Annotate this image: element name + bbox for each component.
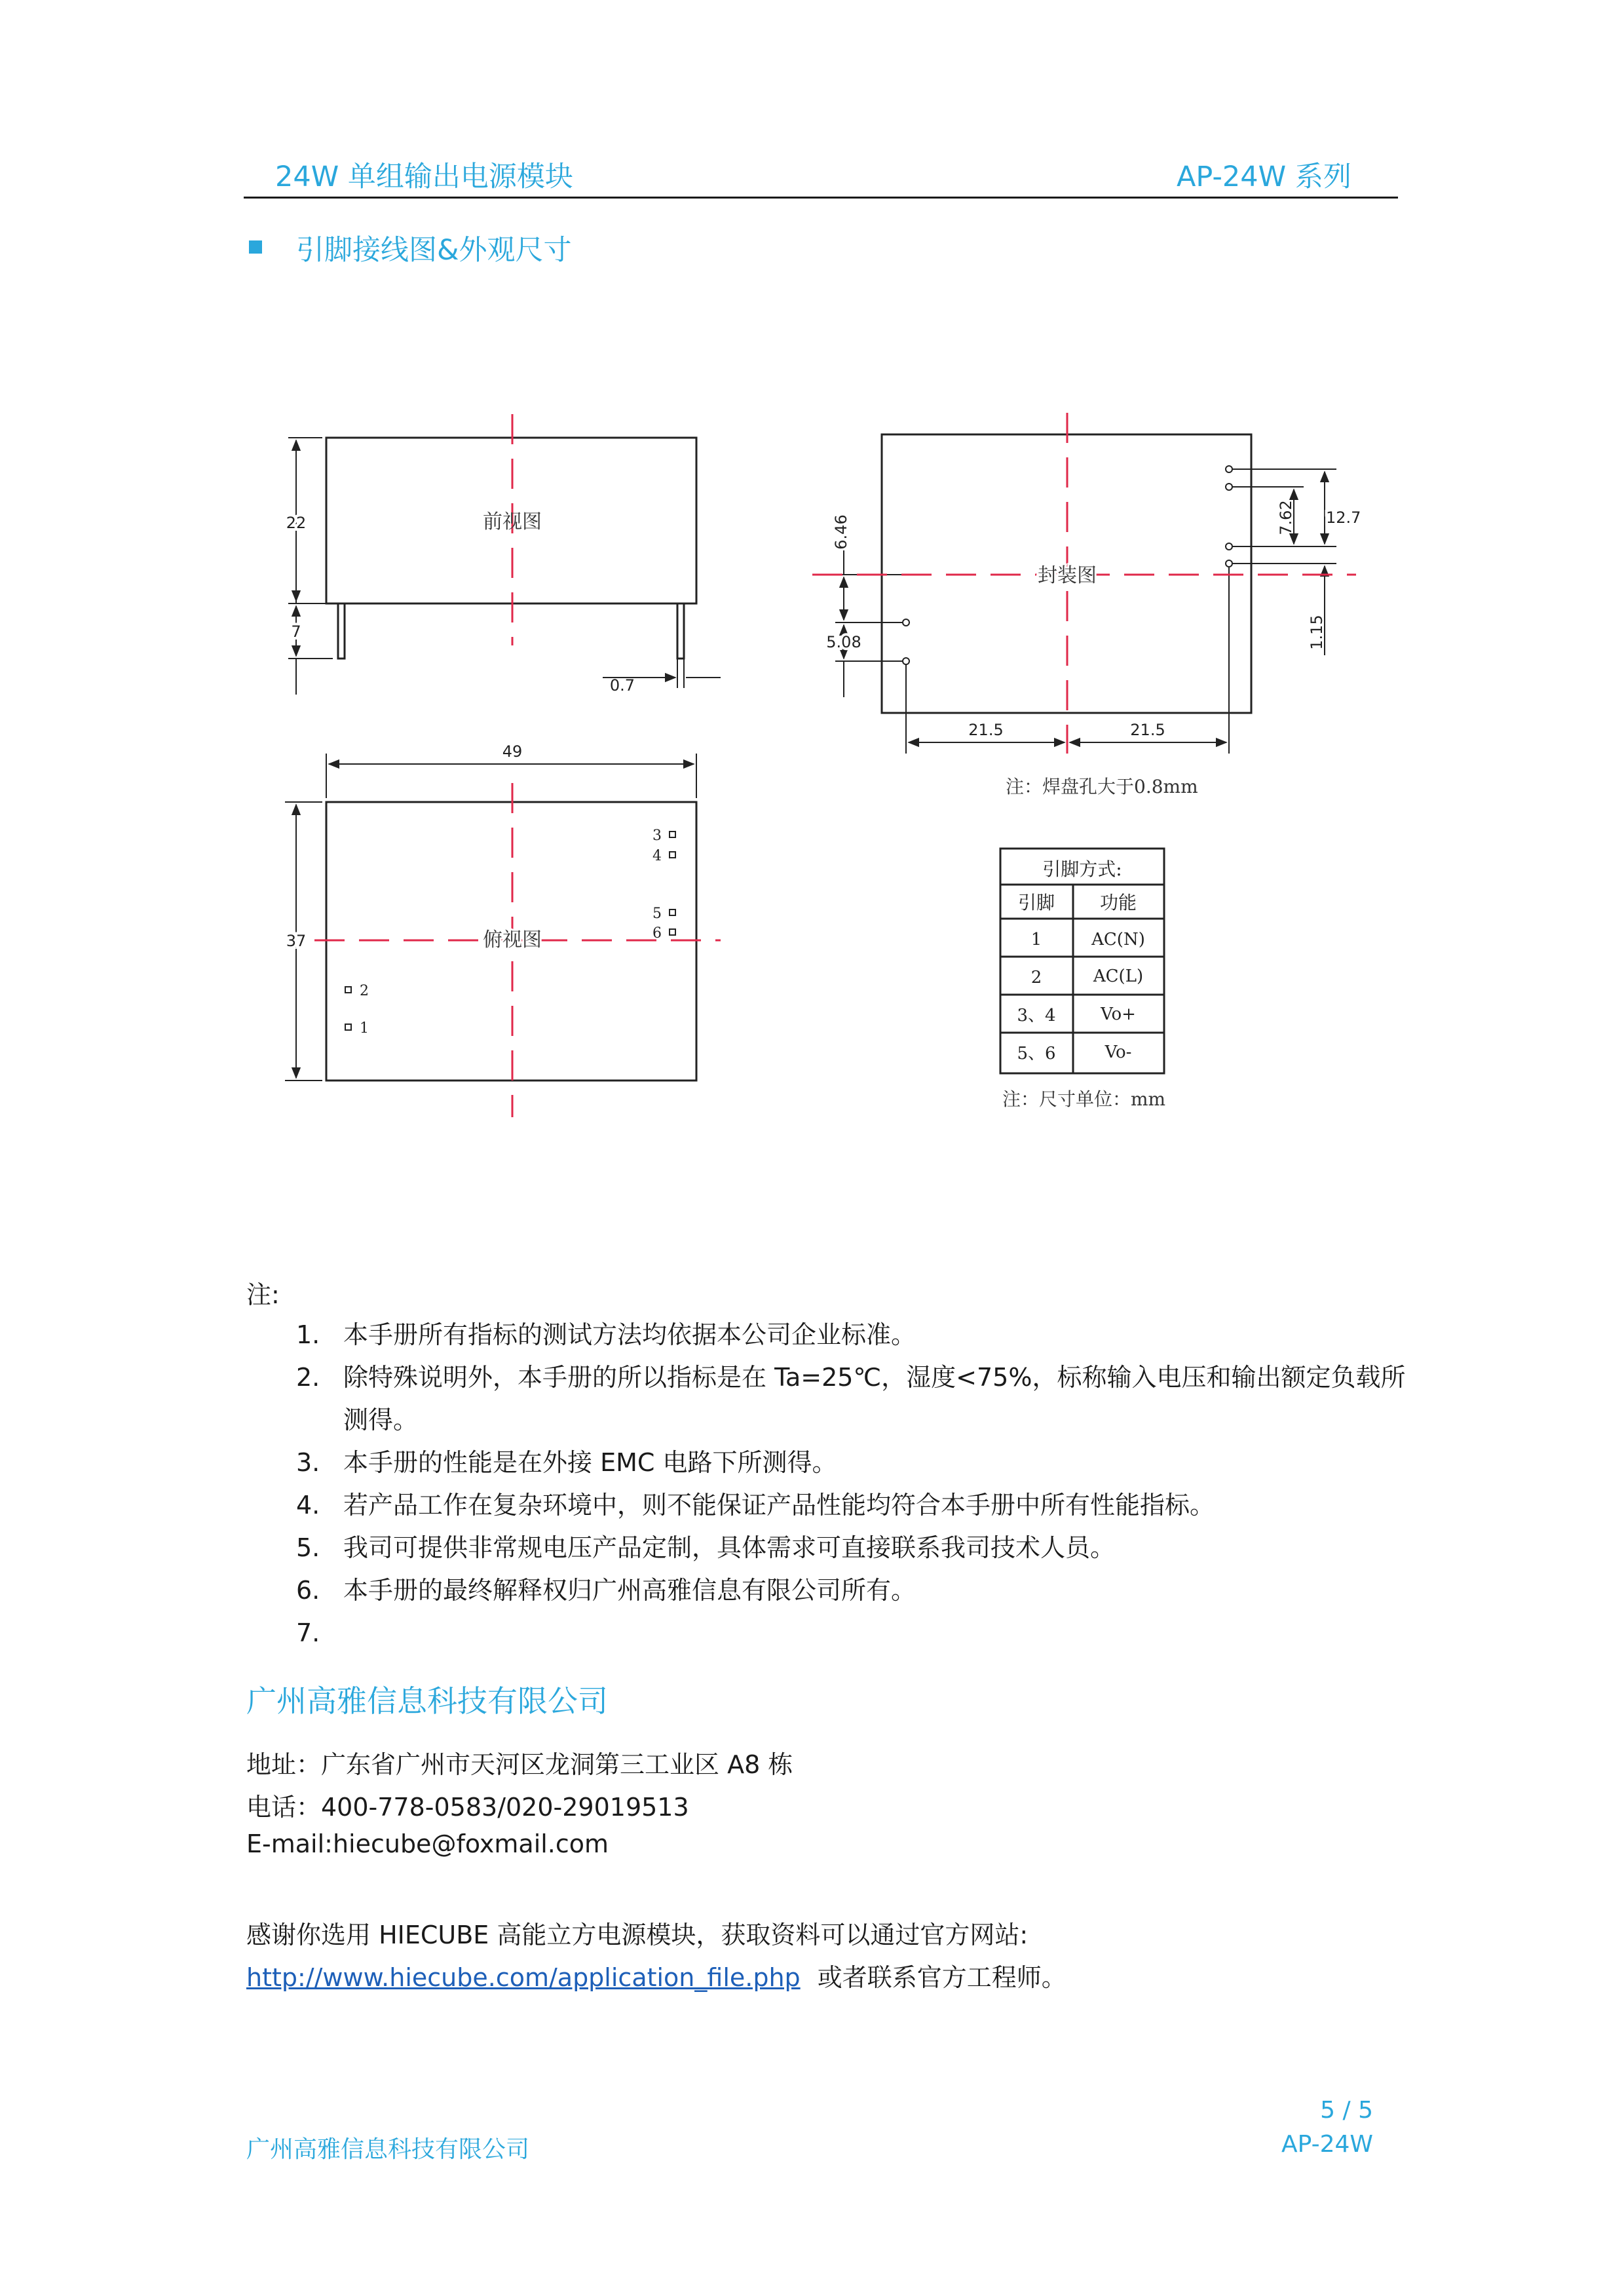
company-email: E-mail:hiecube@foxmail.com (246, 1829, 609, 1858)
note-text (343, 1612, 1412, 1655)
website-line (246, 1957, 1067, 1993)
front-dim-height: 22 (286, 514, 307, 532)
notes-heading: 注: (246, 1280, 280, 1309)
note-number: 2. (296, 1363, 320, 1392)
pin-table-cell: Vo+ (1101, 1004, 1136, 1024)
pin-table-cell: 5、6 (1017, 1044, 1056, 1063)
pin-label-5: 5 (652, 906, 662, 922)
note-text: 我司可提供非常规电压产品定制，具体需求可直接联系我司技术人员。 (343, 1533, 1116, 1562)
top-dim-height: 37 (286, 932, 307, 950)
pin-label-4: 4 (652, 848, 662, 864)
package-view (835, 434, 1336, 754)
package-note: 注：焊盘孔大于0.8mm (1006, 776, 1198, 797)
thanks-text: 感谢你选用 HIECUBE 高能立方电源模块，获取资料可以通过官方网站: (246, 1921, 1029, 1949)
company-address: 地址：广东省广州市天河区龙洞第三工业区 A8 栋 (246, 1750, 793, 1779)
pin-table-cell: AC(N) (1091, 930, 1145, 949)
list-item (246, 1527, 1412, 1569)
pin-table-cell: 1 (1030, 930, 1042, 949)
list-item (246, 1612, 1412, 1655)
front-dim-pin-width: 0.7 (609, 676, 635, 695)
note-text: 除特殊说明外，本手册的所以指标是在 Ta=25℃，湿度<75%，标称输入电压和输出额定负载所测得。 (343, 1363, 1406, 1434)
footer-model: AP-24W (1281, 2131, 1373, 2158)
website-suffix: 或者联系官方工程师。 (817, 1963, 1067, 1992)
list-item (246, 1314, 1412, 1356)
footer-company: 广州高雅信息科技有限公司 (246, 2136, 530, 2163)
pin-label-2: 2 (360, 983, 369, 999)
list-item (246, 1569, 1412, 1612)
note-number: 7. (296, 1618, 320, 1647)
package-view-label: 封装图 (1038, 564, 1097, 587)
note-number: 1. (296, 1320, 320, 1349)
header-right-title: AP-24W 系列 (1177, 161, 1351, 193)
pkg-dim-12-7: 12.7 (1326, 508, 1361, 527)
company-phone: 电话：400-778-0583/020-29019513 (246, 1793, 689, 1822)
list-item (246, 1442, 1412, 1484)
pin-table-header-pin: 引脚 (1017, 892, 1055, 913)
pin-label-6: 6 (652, 925, 662, 942)
company-name: 广州高雅信息科技有限公司 (246, 1683, 608, 1719)
website-link[interactable]: http://www.hiecube.com/application_file.php (246, 1963, 801, 1992)
pin-table-title: 引脚方式: (1042, 858, 1122, 880)
pin-table-cell: AC(L) (1093, 966, 1144, 986)
front-view (288, 438, 721, 695)
pkg-dim-5-08: 5.08 (826, 633, 861, 651)
front-dim-pin-length: 7 (291, 622, 301, 641)
list-item (246, 1356, 1412, 1442)
note-number: 4. (296, 1491, 320, 1520)
note-number: 6. (296, 1576, 320, 1605)
note-text: 若产品工作在复杂环境中，则不能保证产品性能均符合本手册中所有性能指标。 (343, 1491, 1215, 1520)
notes-list (246, 1314, 1412, 1655)
pkg-dim-6-46: 6.46 (832, 514, 850, 550)
note-text: 本手册所有指标的测试方法均依据本公司企业标准。 (343, 1320, 916, 1349)
pin-table (1000, 849, 1164, 1073)
pkg-dim-1-15: 1.15 (1308, 615, 1326, 650)
header-left-title: 24W 单组输出电源模块 (275, 161, 573, 193)
pin-table-cell: 2 (1030, 968, 1042, 987)
pin-table-cell: Vo- (1105, 1043, 1132, 1062)
note-text: 本手册的性能是在外接 EMC 电路下所测得。 (343, 1448, 837, 1477)
list-item (246, 1484, 1412, 1527)
pin-table-note: 注：尺寸单位：mm (1002, 1088, 1166, 1110)
pin-label-3: 3 (652, 828, 662, 844)
pkg-dim-21-5-left: 21.5 (968, 721, 1004, 739)
section-title: 引脚接线图&外观尺寸 (296, 234, 572, 267)
pin-table-header-func: 功能 (1099, 892, 1137, 913)
note-number: 5. (296, 1533, 320, 1562)
note-number: 3. (296, 1448, 320, 1477)
note-text: 本手册的最终解释权归广州高雅信息有限公司所有。 (343, 1576, 916, 1605)
pin-label-1: 1 (360, 1020, 369, 1037)
pkg-dim-21-5-right: 21.5 (1130, 721, 1165, 739)
pkg-dim-7-62: 7.62 (1277, 500, 1295, 535)
front-view-label: 前视图 (483, 510, 542, 533)
pin-table-cell: 3、4 (1017, 1006, 1056, 1025)
footer-page-number: 5 / 5 (1320, 2097, 1373, 2124)
top-view-label: 俯视图 (483, 928, 542, 951)
top-dim-width: 49 (502, 742, 523, 761)
top-view (285, 754, 696, 1081)
